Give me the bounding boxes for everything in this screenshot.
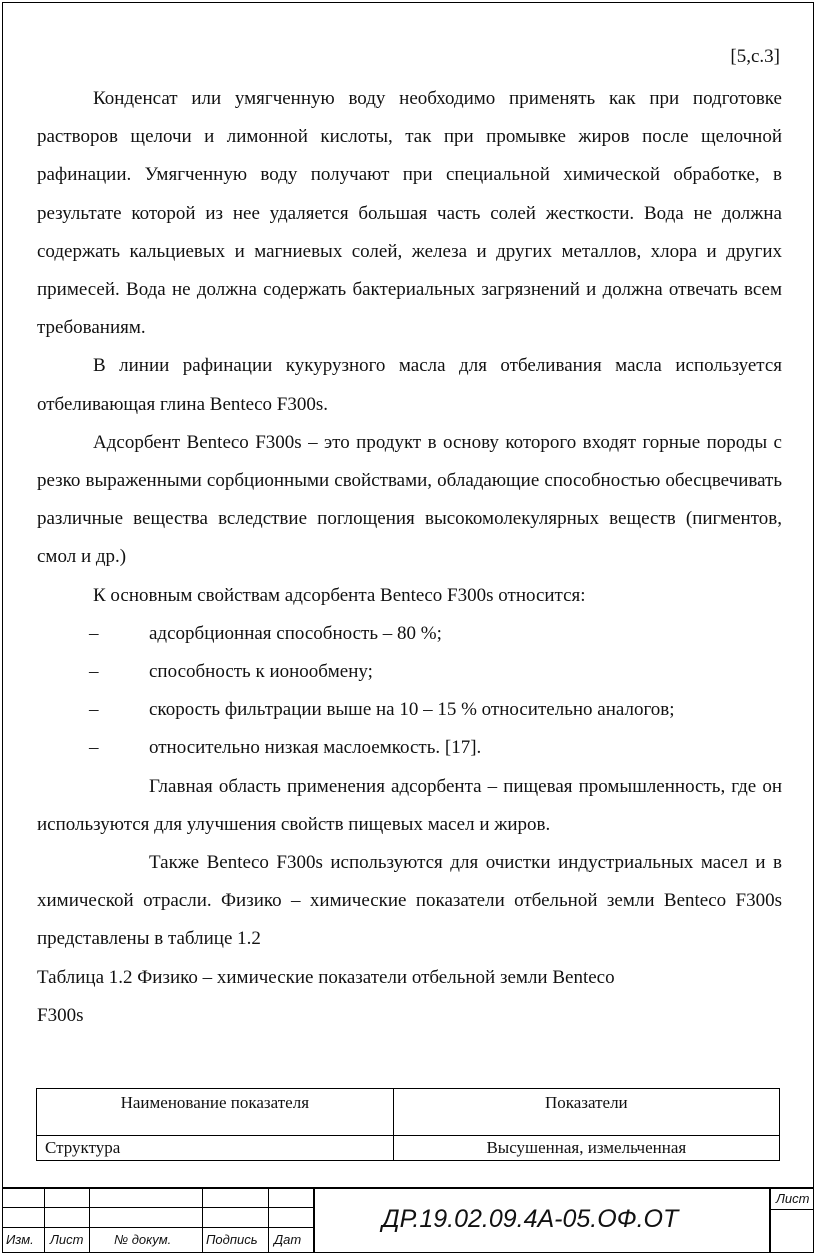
list-item-text: способность к ионообмену; [149,661,373,683]
list-item-text: относительно низкая маслоемкость. [17]. [149,737,482,759]
stamp-label-sheet: Лист [50,1232,84,1247]
table-caption-line1: Таблица 1.2 Физико – химические показатели отбельной земли Benteco [37,966,615,988]
properties-table [36,1088,780,1161]
reference-citation: [5,с.3] [730,46,780,67]
table-header-row [37,1089,780,1136]
stamp-label-signature: Подпись [206,1232,258,1247]
title-block-col-line [44,1187,45,1253]
title-block [2,1187,814,1253]
table-cell: Структура [37,1136,394,1161]
list-item [37,691,782,729]
table-header-name: Наименование показателя [37,1089,394,1136]
paragraph-industrial: Также Benteco F300s используются для очистки индустриальных масел и в химической отрасли. Физико – химические показатели отбельной земли Benteco F300s представлены в таблице 1.2 [37,852,782,950]
stamp-sheet-label: Лист [776,1191,810,1206]
title-block-col-line [89,1187,90,1253]
table-cell: Высушенная, измельченная [393,1136,779,1161]
title-block-col-line [769,1187,771,1253]
list-dash: – [89,622,99,644]
paragraph-adsorbent: Адсорбент Benteco F300s – это продукт в основу которого входят горные породы с резко выраженными сорбционными свойствами, обладающие способностью обесцвечивать различные вещества вследствие поглощения высокомолекулярных веществ (пигментов, смол и др.) [37,431,782,568]
title-block-top-line [2,1187,814,1189]
list-item-text: адсорбционная способность – 80 %; [149,622,442,644]
list-item-text: скорость фильтрации выше на 10 – 15 % относительно аналогов; [149,699,675,721]
document-body [37,80,782,1035]
list-item [37,653,782,691]
stamp-label-doc-number: № докум. [114,1232,172,1247]
list-dash: – [89,661,99,683]
title-block-col-line [202,1187,203,1253]
table-header-values: Показатели [393,1089,779,1136]
stamp-label-date: Дат [274,1232,302,1247]
list-dash: – [89,737,99,759]
paragraph-condensate: Конденсат или умягченную воду необходимо применять как при подготовке растворов щелочи и лимонной кислоты, так при промывке жиров после щелочной рафинации. Умягченную воду получают при специальной химической обработке, в результате которой из нее удаляется большая часть солей жесткости. Вода не должна содержать кальциевых и магниевых солей, железа и других металлов, хлора и других примесей. Вода не должна содержать бактериальных загрязнений и должна отвечать всем требованиям. [37,88,782,339]
paragraph-application: Главная область применения адсорбента – пищевая промышленность, где он используются для улучшения свойств пищевых масел и жиров. [37,775,782,835]
list-item [37,615,782,653]
list-dash: – [89,699,99,721]
stamp-label-change: Изм. [6,1232,34,1247]
title-block-col-line [313,1187,315,1253]
table-caption-line2: F300s [37,1004,84,1026]
list-item [37,729,782,767]
table-caption [37,959,782,1035]
table-row [37,1136,780,1161]
title-block-col-line [268,1187,269,1253]
paragraph-properties-intro: К основным свойствам адсорбента Benteco F300s относится: [93,584,586,606]
title-block-sheet-line [770,1209,814,1210]
paragraph-bleaching-clay: В линии рафинации кукурузного масла для отбеливания масла используется отбеливающая глина Benteco F300s. [37,355,782,415]
document-code: ДР.19.02.09.4А-05.ОФ.ОТ [382,1205,679,1233]
